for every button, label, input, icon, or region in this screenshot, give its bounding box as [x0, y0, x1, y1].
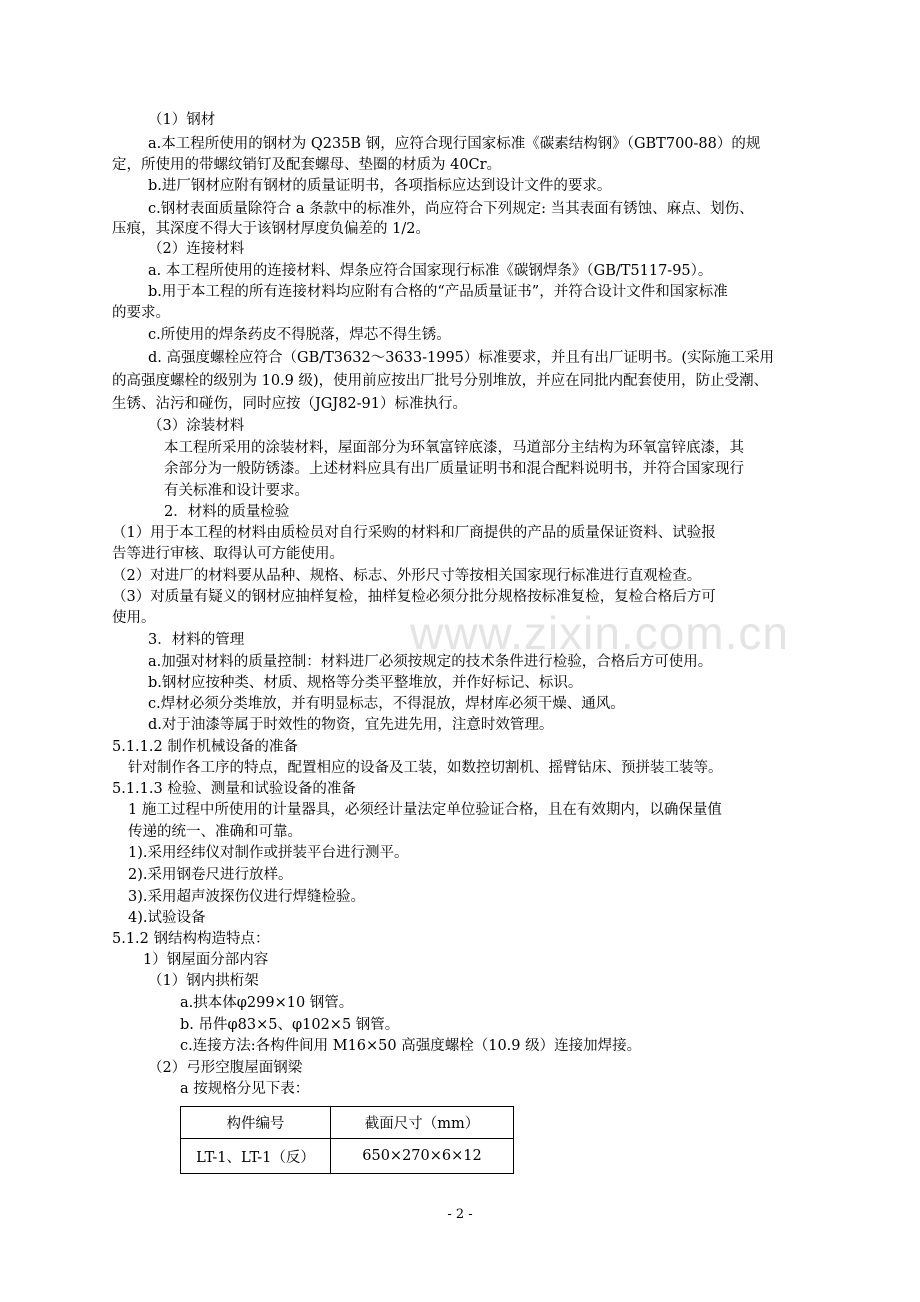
heading-steel: （1）钢材 [148, 112, 216, 128]
body-line: 1）钢屋面分部内容 [143, 952, 269, 968]
table-cell: LT-1、LT-1（反） [181, 1139, 331, 1174]
table-header-cell: 截面尺寸（mm） [331, 1107, 514, 1139]
body-line: c.所使用的焊条药皮不得脱落，焊芯不得生锈。 [148, 327, 451, 343]
body-line: a.本工程所使用的钢材为 Q235B 钢，应符合现行国家标准《碳素结构钢》（GBT700-88）的规 [148, 136, 761, 152]
body-line: （1）钢内拱桁架 [148, 973, 259, 989]
body-line: a.拱本体φ299×10 钢管。 [180, 995, 354, 1011]
body-line: 有关标准和设计要求。 [164, 483, 309, 499]
body-line: 1).采用经纬仪对制作或拼装平台进行测平。 [128, 845, 409, 861]
body-line: 2).采用钢卷尺进行放样。 [128, 867, 293, 883]
table-header-row [181, 1107, 514, 1139]
body-line: 的要求。 [112, 305, 170, 321]
body-line: 传递的统一、准确和可靠。 [128, 824, 302, 840]
watermark: www.zixin.com.cn [410, 607, 789, 659]
body-line: 针对制作各工序的特点，配置相应的设备及工装，如数控切割机、摇臂钻床、预拼装工装等。 [128, 760, 723, 776]
body-line: b.进厂钢材应附有钢材的质量证明书，各项指标应达到设计文件的要求。 [148, 178, 612, 194]
body-line: d.对于油漆等属于时效性的物资，宜先进先用，注意时效管理。 [148, 717, 554, 733]
body-line: 本工程所采用的涂装材料，屋面部分为环氧富锌底漆，马道部分主结构为环氧富锌底漆，其 [164, 440, 744, 456]
body-line: （2）对进厂的材料要从品种、规格、标志、外形尺寸等按相关国家现行标准进行直观检查。 [112, 568, 702, 584]
body-line: b.用于本工程的所有连接材料均应附有合格的“产品质量证书”，并符合设计文件和国家标准 [148, 284, 728, 300]
body-line: 余部分为一般防锈漆。上述材料应具有出厂质量证明书和混合配料说明书，并符合国家现行 [164, 461, 744, 477]
body-line: b.钢材应按种类、材质、规格等分类平整堆放，并作好标记、标识。 [148, 675, 583, 691]
body-line: 生锈、沾污和碰伤，同时应按（JGJ82-91）标准执行。 [112, 396, 468, 412]
heading-material-management: 3．材料的管理 [148, 632, 245, 648]
body-line: （3）对质量有疑义的钢材应抽样复检，抽样复检必须分批分规格按标准复检，复检合格后方可 [112, 589, 716, 605]
body-line: （1）用于本工程的材料由质检员对自行采购的材料和厂商提供的产品的质量保证资料、试验报 [112, 525, 716, 541]
section-heading-5-1-2: 5.1.2 钢结构构造特点： [112, 931, 270, 947]
body-line: 压痕，其深度不得大于该钢材厚度负偏差的 1/2。 [112, 221, 430, 237]
body-line: 3).采用超声波探伤仪进行焊缝检验。 [128, 889, 365, 905]
table-header-cell: 构件编号 [181, 1107, 331, 1139]
body-line: 1 施工过程中所使用的计量器具，必须经计量法定单位验证合格，且在有效期内，以确保量值 [128, 802, 722, 818]
body-line: a.加强对材料的质量控制：材料进厂必须按规定的技术条件进行检验，合格后方可使用。 [148, 654, 713, 670]
section-heading-5-1-1-2: 5.1.1.2 制作机械设备的准备 [112, 739, 298, 755]
page-number: - 2 - [447, 1207, 473, 1222]
body-line: c.钢材表面质量除符合 a 条款中的标准外，尚应符合下列规定: 当其表面有锈蚀、麻点、划伤、 [148, 201, 754, 217]
body-line: 使用。 [112, 610, 156, 626]
heading-connection-material: （2）连接材料 [148, 241, 245, 257]
body-line: 定，所使用的带螺纹销钉及配套螺母、垫圈的材质为 40Cr。 [112, 157, 502, 173]
body-line: c.焊材必须分类堆放，并有明显标志，不得混放，焊材库必须干燥、通风。 [148, 696, 625, 712]
table-row [181, 1139, 514, 1174]
body-line: 4).试验设备 [128, 910, 206, 926]
heading-quality-inspection: 2．材料的质量检验 [164, 504, 290, 520]
body-line: （2）弓形空腹屋面钢梁 [148, 1060, 303, 1076]
body-line: 告等进行审核、取得认可方能使用。 [112, 546, 344, 562]
body-line: a. 本工程所使用的连接材料、焊条应符合国家现行标准《碳钢焊条》（GB/T5117-95）。 [148, 263, 713, 279]
body-line: d. 高强度螺栓应符合（GB/T3632～3633-1995）标准要求，并且有出厂证明书。(实际施工采用 [148, 350, 775, 366]
spec-table [180, 1106, 514, 1174]
body-line: 的高强度螺栓的级别为 10.9 级)，使用前应按出厂批号分别堆放，并应在同批内配套使用，防止受潮、 [112, 373, 769, 389]
body-line: a 按规格分见下表： [180, 1081, 310, 1097]
body-line: c.连接方法:各构件间用 M16×50 高强度螺栓（10.9 级）连接加焊接。 [180, 1038, 642, 1054]
section-heading-5-1-1-3: 5.1.1.3 检验、测量和试验设备的准备 [112, 781, 356, 797]
body-line: b. 吊件φ83×5、φ102×5 钢管。 [180, 1017, 400, 1033]
heading-coating-material: （3）涂装材料 [148, 418, 245, 434]
table-cell: 650×270×6×12 [331, 1139, 514, 1174]
